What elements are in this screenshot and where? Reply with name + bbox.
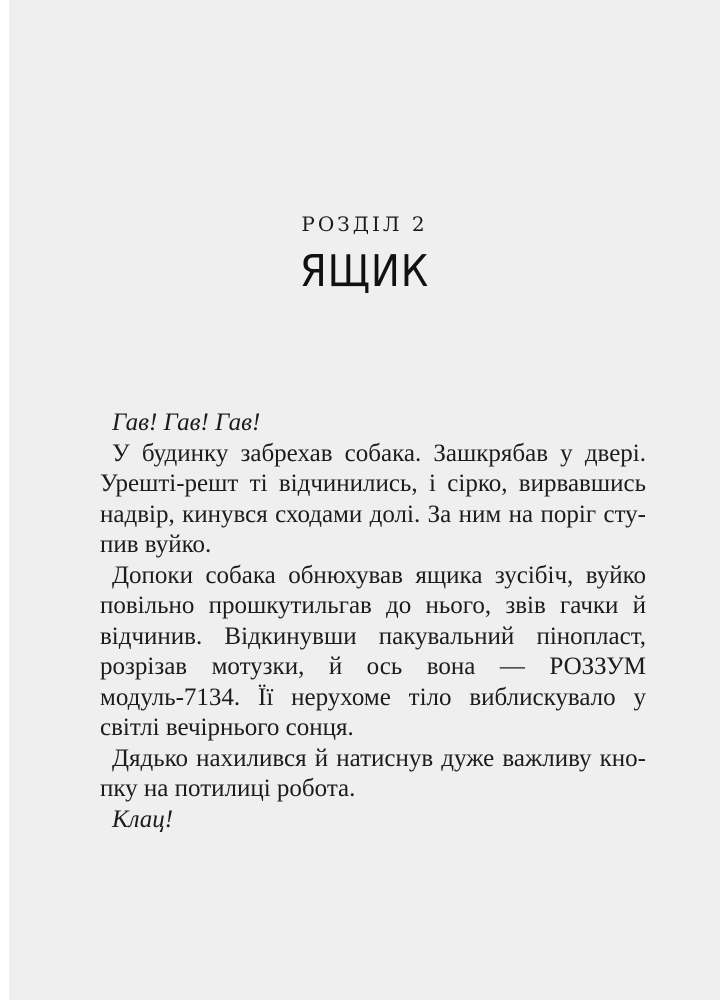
paragraph-opening-box: Допоки собака обнюхував ящика зусібіч, вуйко повільно прошкутильгав до нього, звів гачки й відчинив. Відкинувши пакувальний пінопласт, розрізав мотузки, й ось вона — РОЗЗУМ модуль-7134. Її нерухоме тіло виблискувало у світлі вечірнього сонця. <box>100 561 646 741</box>
chapter-title: ЯЩИК <box>299 246 430 297</box>
chapter-body <box>100 408 646 835</box>
paragraph-button: Дядько нахилився й натиснув дуже важливу кнопку на потилиці робота. <box>100 744 646 802</box>
paragraph-dog-door: У будинку забрехав собака. Зашкрябав у двері. Урешті-решт ті відчинились, і сірко, вирвавшись надвір, кинувся сходами долі. За ним на поріг ступив вуйко. <box>100 439 646 558</box>
chapter-label: РОЗДІЛ 2 <box>301 212 428 236</box>
paragraph-click: Клац! <box>112 805 174 833</box>
paragraph-bark: Гав! Гав! Гав! <box>112 409 261 436</box>
book-page <box>9 0 720 1000</box>
